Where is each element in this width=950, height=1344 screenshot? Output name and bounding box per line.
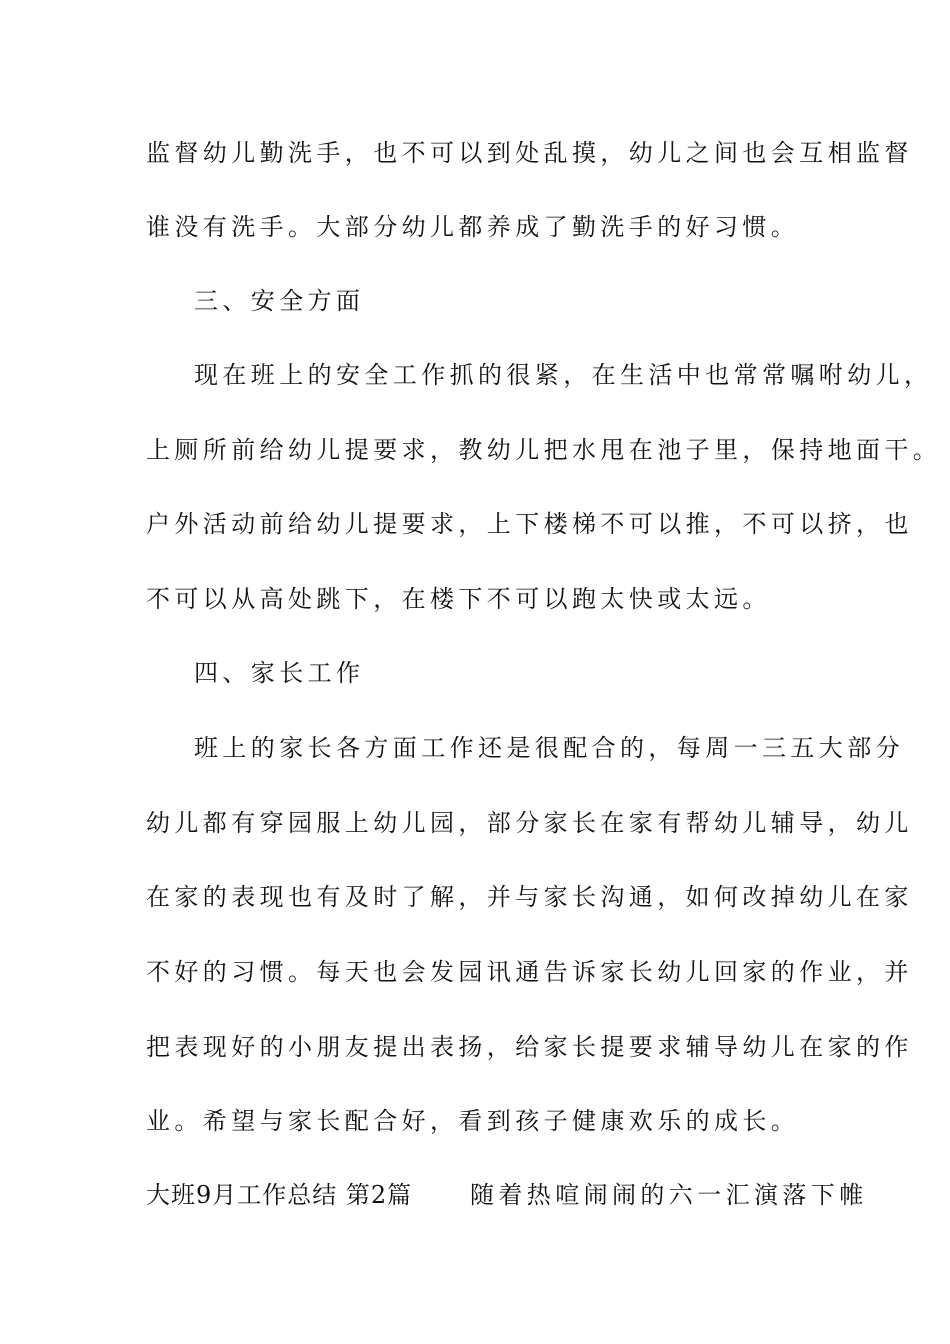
- section-heading-parents: 四、家长工作: [194, 659, 365, 687]
- paragraph-line: 幼儿都有穿园服上幼儿园，部分家长在家有帮幼儿辅导，幼儿: [146, 809, 913, 837]
- next-article-line: [146, 1175, 868, 1215]
- next-article-title: 大班9月工作总结 第2篇: [146, 1181, 413, 1209]
- paragraph-line: 在家的表现也有及时了解，并与家长沟通，如何改掉幼儿在家: [146, 883, 913, 911]
- paragraph-line: 不可以从高处跳下，在楼下不可以跑太快或太远。: [146, 585, 771, 613]
- next-article-continuation: 随着热喧闹闹的六一汇演落下帷: [470, 1181, 868, 1209]
- paragraph-line: 不好的习惯。每天也会发园讯通告诉家长幼儿回家的作业，并: [146, 958, 913, 986]
- paragraph-line: 谁没有洗手。大部分幼儿都养成了勤洗手的好习惯。: [146, 213, 800, 241]
- paragraph-line: 上厕所前给幼儿提要求，教幼儿把水甩在池子里，保持地面干。: [146, 436, 942, 464]
- paragraph-line: 班上的家长各方面工作还是很配合的，每周一三五大部分: [194, 734, 904, 762]
- paragraph-line: 现在班上的安全工作抓的很紧，在生活中也常常嘱咐幼儿，: [194, 361, 933, 389]
- paragraph-line: 监督幼儿勤洗手，也不可以到处乱摸，幼儿之间也会互相监督: [146, 139, 913, 167]
- paragraph-line: 业。希望与家长配合好，看到孩子健康欢乐的成长。: [146, 1107, 800, 1135]
- paragraph-line: 户外活动前给幼儿提要求，上下楼梯不可以推，不可以挤，也: [146, 510, 913, 538]
- section-heading-safety: 三、安全方面: [194, 287, 365, 315]
- paragraph-line: 把表现好的小朋友提出表扬，给家长提要求辅导幼儿在家的作: [146, 1033, 913, 1061]
